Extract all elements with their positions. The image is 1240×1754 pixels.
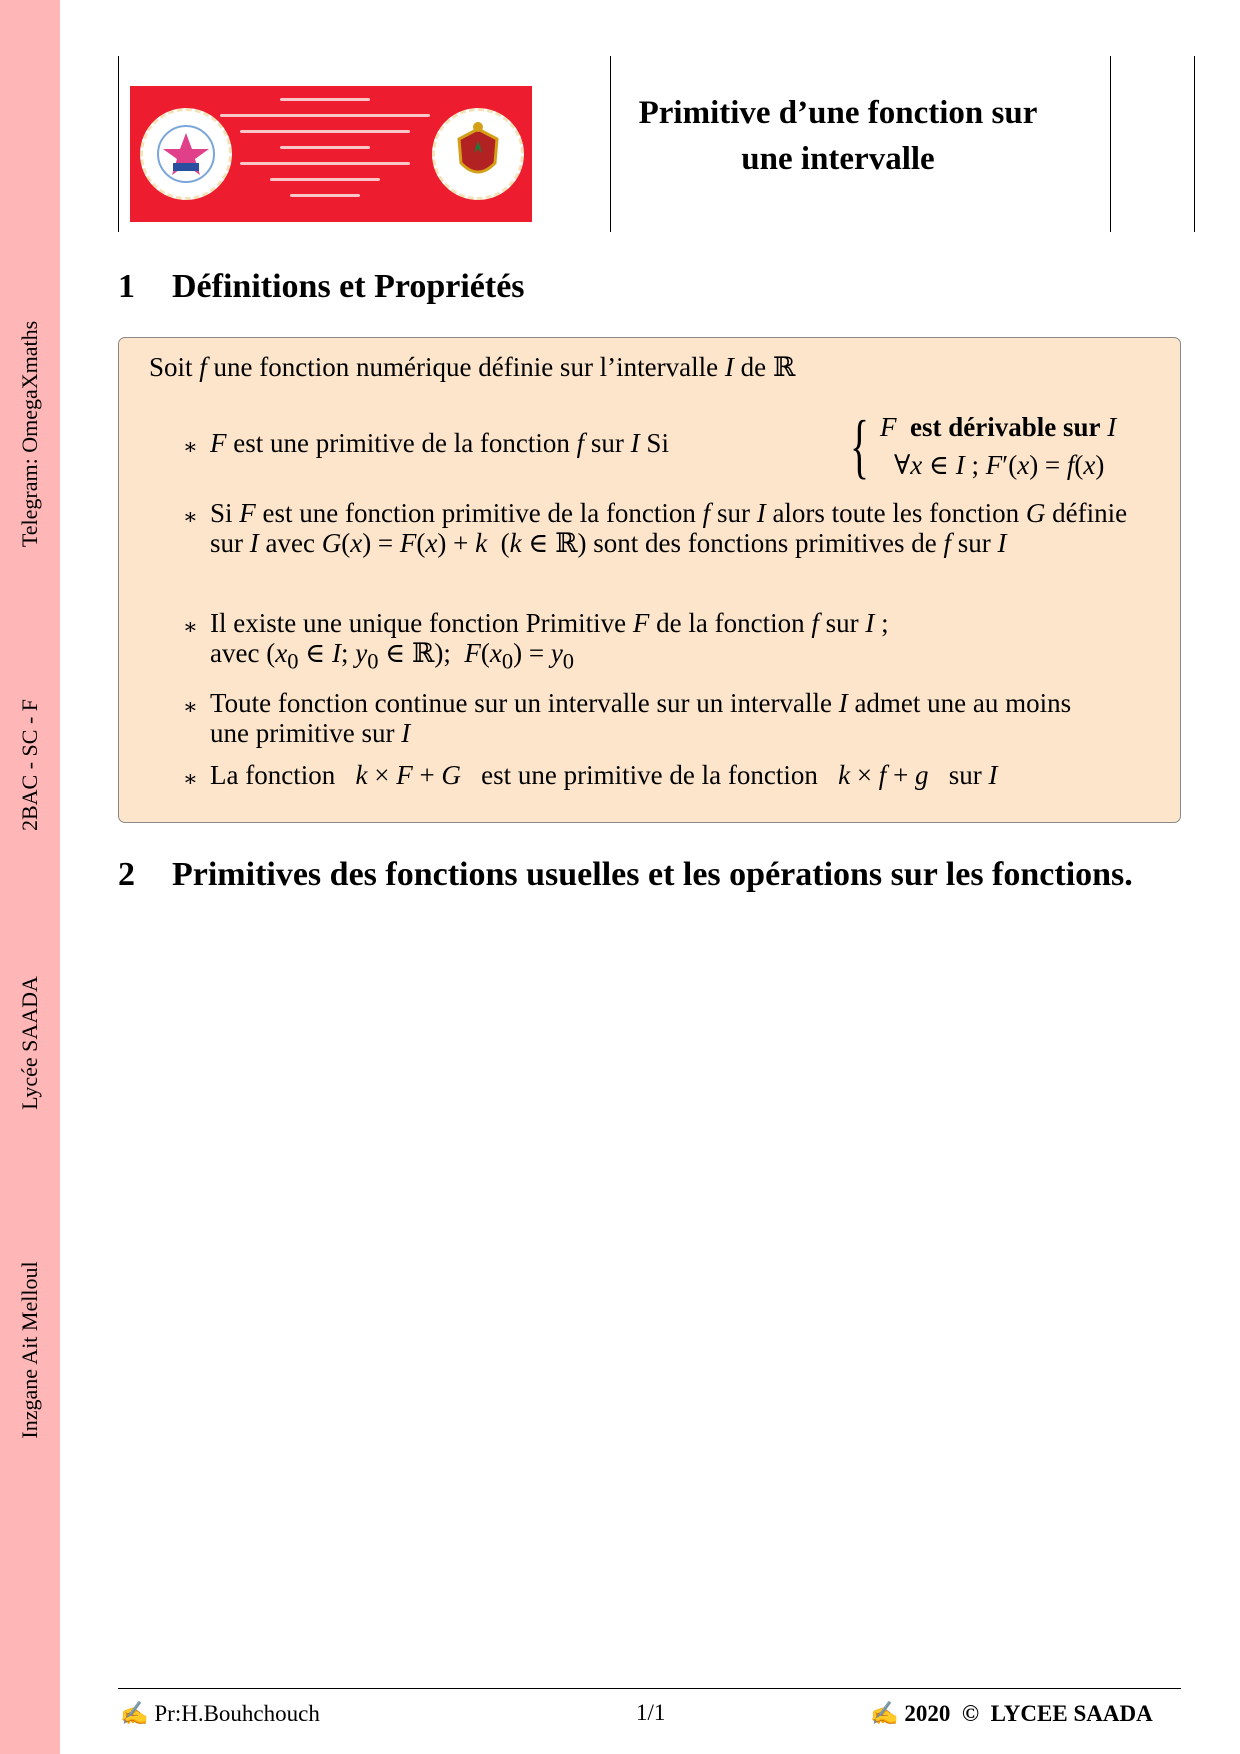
pencil-icon: ✍ xyxy=(120,1701,149,1726)
definition-box xyxy=(118,337,1181,823)
section-number: 1 xyxy=(118,268,135,305)
section-2-heading xyxy=(118,856,1133,894)
title-line-2: une intervalle xyxy=(741,141,935,177)
copyright-icon: © xyxy=(961,1701,980,1726)
bullet-icon: ∗ xyxy=(183,766,198,791)
footer-copyright: ✍ 2020 © LYCEE SAADA xyxy=(870,1701,1153,1726)
section-title: Primitives des fonctions usuelles et les opérations sur les fonctions. xyxy=(172,856,1133,893)
page-header xyxy=(118,56,1196,232)
section-1-heading xyxy=(118,268,525,306)
footer-author: ✍ Pr:H.Bouhchouch xyxy=(120,1701,320,1726)
list-item: Toute fonction continue sur un intervalle sur un intervalle I admet une au moins une primitive sur I xyxy=(210,688,1072,748)
school-logo-banner xyxy=(130,86,532,222)
sidebar-school: Lycée SAADA xyxy=(17,976,42,1110)
list-item: Si F est une fonction primitive de la fonction f sur I alors toute les fonction G définie sur I avec G(x) = F(x) + k (k ∈ ℝ) sont des fonctions primitives de f sur I xyxy=(210,498,1128,558)
header-divider xyxy=(1110,56,1111,232)
list-item: La fonction k × F + G est une primitive de la fonction k × f + g sur I xyxy=(210,760,998,790)
bullet-icon: ∗ xyxy=(183,614,198,639)
section-number: 2 xyxy=(118,856,135,893)
kingdom-coat-of-arms xyxy=(432,108,524,200)
sidebar-telegram: Telegram: OmegaXmaths xyxy=(17,320,42,548)
list-item: Il existe une unique fonction Primitive F de la fonction f sur I ; avec ($x_0$ ∈ I; $y_0$ ∈ ℝ); $F(x_0) = y_0$ xyxy=(210,608,889,674)
pencil-icon: ✍ xyxy=(870,1701,899,1726)
page-title xyxy=(608,90,1068,182)
box-intro: Soit f une fonction numérique définie sur l’intervalle I de ℝ xyxy=(149,352,796,382)
list-item: F est une primitive de la fonction f sur I Si { F est dérivable sur I ∀x ∈ I ; F′(x) = f(x) xyxy=(210,406,1117,486)
footer-page-number: 1/1 xyxy=(636,1700,666,1725)
sidebar xyxy=(0,0,60,1754)
title-line-1: Primitive d’une fonction sur xyxy=(638,95,1038,131)
bullet-icon: ∗ xyxy=(183,504,198,529)
footer-rule xyxy=(118,1688,1181,1689)
sidebar-level: 2BAC - SC - F xyxy=(17,698,42,832)
bullet-icon: ∗ xyxy=(183,694,198,719)
bullet-icon: ∗ xyxy=(183,434,198,459)
section-title: Définitions et Propriétés xyxy=(172,268,525,305)
header-divider xyxy=(118,56,119,232)
sidebar-city: Inzgane Ait Melloul xyxy=(17,1261,42,1439)
header-divider xyxy=(1194,56,1195,232)
school-emblem xyxy=(140,108,232,200)
